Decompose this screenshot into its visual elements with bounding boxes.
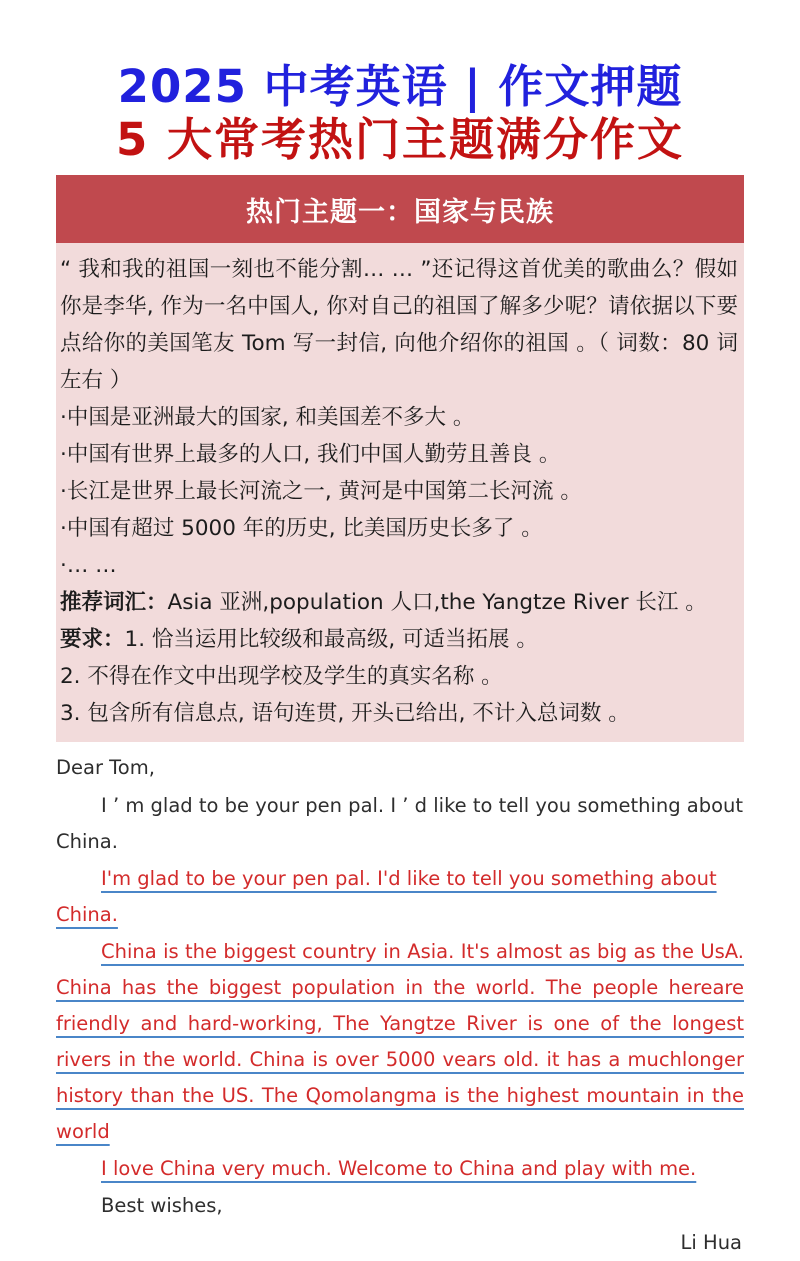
requirement-2: 2. 不得在作文中出现学校及学生的真实名称 。 [60, 664, 503, 690]
letter-salutation: Dear Tom, [56, 756, 155, 780]
letter-best-wishes: Best wishes, [101, 1194, 223, 1218]
letter-signature: Li Hua [680, 1231, 742, 1255]
requirements-label: 要求： [60, 627, 125, 653]
bullet-point: ·中国有世界上最多的人口, 我们中国人勤劳且善良 。 [60, 442, 561, 468]
sample-letter [56, 750, 744, 1261]
bullet-point: ·长江是世界上最长河流之一, 黄河是中国第二长河流 。 [60, 479, 582, 505]
vocab-label: 推荐词汇： [60, 590, 168, 616]
vocab-line [60, 584, 738, 621]
letter-closing-sentence: I love China very much. Welcome to China and play with me. [101, 1157, 697, 1181]
vocab-text: Asia 亚洲,population 人口,the Yangtze River 长江 。 [167, 590, 707, 616]
bullet-point: ·… … [60, 553, 117, 579]
requirement-3: 3. 包含所有信息点, 语句连贯, 开头已给出, 不计入总词数 。 [60, 701, 630, 727]
bullet-point: ·中国是亚洲最大的国家, 和美国差不多大 。 [60, 405, 475, 431]
letter-opening-given: I ’ m glad to be your pen pal. I ’ d like to tell you something about China. [56, 794, 744, 854]
requirement-line [60, 621, 738, 658]
letter-body-paragraph: China is the biggest country in Asia. It's almost as big as the UsA. China has the biggest population in the world. The people hereare friendly and hard-working, The Yangtze River is one of the longest rivers in the world. China is over 5000 vears old. it has a muchlonger history than the US. The Qomolangma is the highest mountain in the world [56, 940, 744, 1144]
title-line-1: 2025 中考英语 | 作文押题 [117, 60, 683, 113]
requirement-1: 1. 恰当运用比较级和最高级, 可适当拓展 。 [124, 627, 538, 653]
letter-opening-handwritten: I'm glad to be your pen pal. I'd like to tell you something about China. [56, 867, 717, 927]
topic-box [56, 175, 744, 742]
title-line-2: 5 大常考热门主题满分作文 [116, 113, 684, 167]
prompt-intro: “ 我和我的祖国一刻也不能分割… … ”还记得这首优美的歌曲么？假如你是李华, 作为一名中国人, 你对自己的祖国了解多少呢？请依据以下要点给你的美国笔友 Tom 写一封信, 向他介绍你的祖国 。（ 词数：80 词左右 ） [60, 257, 738, 394]
page-title [0, 0, 800, 166]
topic-body [56, 243, 744, 742]
topic-header: 热门主题一：国家与民族 [56, 175, 744, 243]
bullet-point: ·中国有超过 5000 年的历史, 比美国历史长多了 。 [60, 516, 543, 542]
